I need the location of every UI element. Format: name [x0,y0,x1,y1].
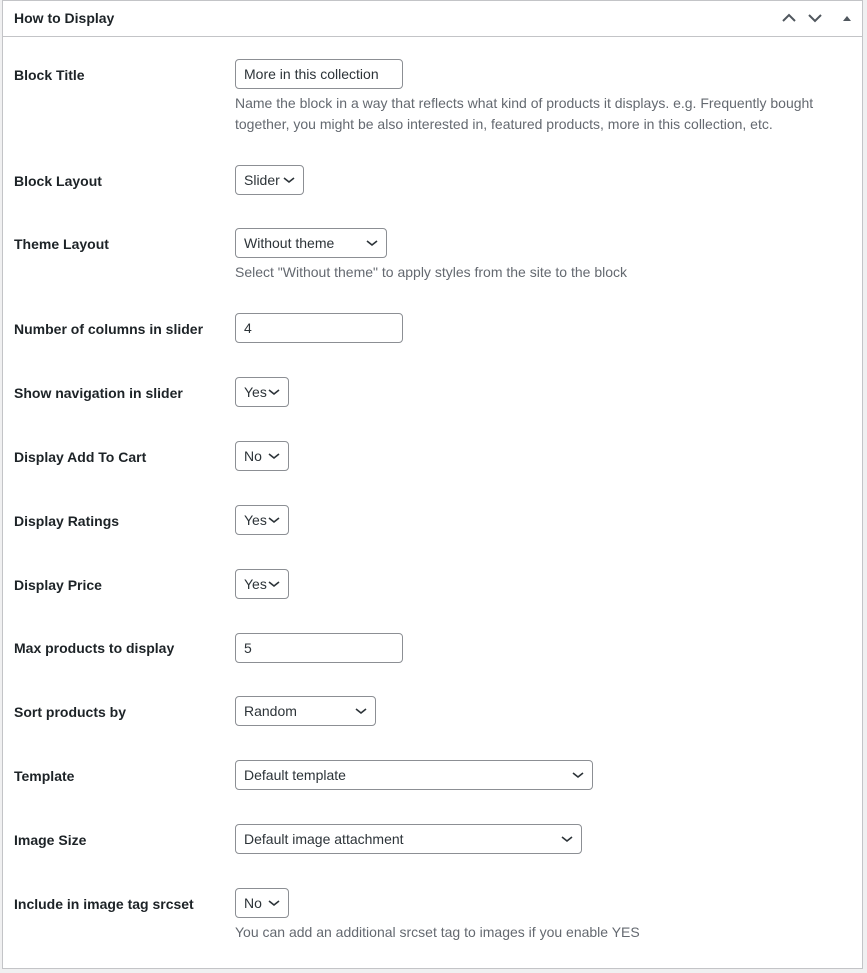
chevron-down-icon [268,387,280,397]
ratings-label: Display Ratings [14,513,120,529]
max-products-input[interactable]: 5 [235,633,403,663]
template-value: Default template [244,767,346,783]
template-select[interactable] [235,760,593,790]
toggle-panel-button[interactable] [835,6,859,30]
metabox-header [3,1,862,37]
chevron-down-icon [268,579,280,589]
navigation-select[interactable] [235,377,289,407]
srcset-select[interactable] [235,888,289,918]
chevron-down-icon [268,515,280,525]
block-layout-select[interactable] [235,165,304,195]
chevron-down-icon [268,898,280,908]
sort-by-select[interactable] [235,696,376,726]
ratings-select[interactable] [235,505,289,535]
add-to-cart-label: Display Add To Cart [14,449,147,465]
block-layout-value: Slider [244,172,280,188]
price-value: Yes [244,576,267,592]
how-to-display-metabox [2,0,863,969]
move-down-button[interactable] [803,6,827,30]
chevron-down-icon [572,770,584,780]
block-title-description-line-1: Name the block in a way that reflects what kind of products it displays. e.g. Frequently bought [235,95,814,111]
theme-layout-label: Theme Layout [14,236,109,252]
sort-by-value: Random [244,703,297,719]
add-to-cart-select[interactable] [235,441,289,471]
price-label: Display Price [14,577,102,593]
metabox-title: How to Display [14,10,115,26]
block-title-label: Block Title [14,67,85,83]
columns-input[interactable]: 4 [235,313,403,343]
srcset-value: No [244,895,262,911]
chevron-down-icon [808,13,822,23]
move-up-button[interactable] [777,6,801,30]
sort-by-label: Sort products by [14,704,127,720]
srcset-description: You can add an additional srcset tag to images if you enable YES [235,924,640,940]
template-label: Template [14,768,75,784]
navigation-value: Yes [244,384,267,400]
theme-layout-select[interactable] [235,228,387,258]
image-size-select[interactable] [235,824,582,854]
chevron-down-icon [355,706,367,716]
navigation-label: Show navigation in slider [14,385,183,401]
price-select[interactable] [235,569,289,599]
block-layout-label: Block Layout [14,173,102,189]
chevron-down-icon [561,834,573,844]
chevron-down-icon [283,175,295,185]
columns-label: Number of columns in slider [14,321,204,337]
chevron-down-icon [366,238,378,248]
theme-layout-value: Without theme [244,235,335,251]
image-size-label: Image Size [14,832,87,848]
chevron-down-icon [268,451,280,461]
chevron-up-icon [782,13,796,23]
image-size-value: Default image attachment [244,831,404,847]
add-to-cart-value: No [244,448,262,464]
block-title-description-line-2: together, you might be also interested in, featured products, more in this collection, etc. [235,116,773,132]
ratings-value: Yes [244,512,267,528]
theme-layout-description: Select "Without theme" to apply styles from the site to the block [235,264,628,280]
triangle-up-icon [842,14,852,22]
srcset-label: Include in image tag srcset [14,896,194,912]
block-title-input[interactable]: More in this collection [235,59,403,89]
max-products-label: Max products to display [14,640,175,656]
block-title-description [235,93,813,135]
